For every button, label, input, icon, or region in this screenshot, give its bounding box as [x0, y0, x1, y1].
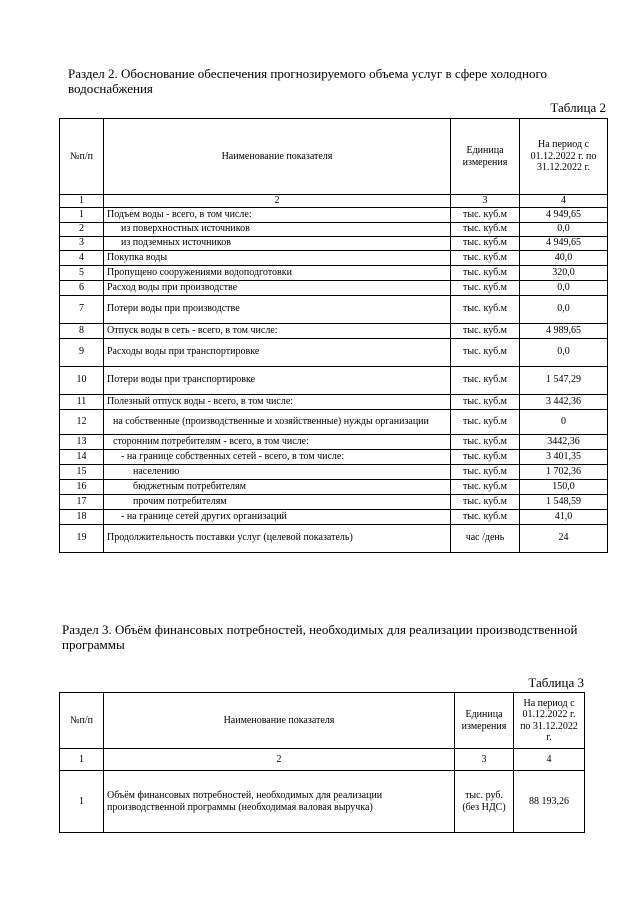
indicator-name: из поверхностных источников — [104, 222, 451, 236]
indicator-value: 0,0 — [520, 280, 608, 295]
table-row — [60, 366, 608, 394]
unit-of-measure: час /день — [451, 524, 520, 552]
indicator-name: Продолжительность поставки услуг (целевой показатель) — [104, 524, 451, 552]
colnum: 4 — [520, 195, 608, 208]
colnum: 2 — [104, 749, 455, 771]
indicator-name: Подъем воды - всего, в том числе: — [104, 207, 451, 222]
table-row — [60, 207, 608, 222]
table-row — [60, 222, 608, 236]
indicator-value: 1 547,29 — [520, 366, 608, 394]
column-number-row — [60, 749, 585, 771]
header-unit: Единица измерения — [451, 119, 520, 195]
indicator-value: 40,0 — [520, 250, 608, 265]
row-number: 10 — [60, 366, 104, 394]
indicator-value: 24 — [520, 524, 608, 552]
table-row — [60, 464, 608, 479]
indicator-value: 4 949,65 — [520, 236, 608, 250]
indicator-name: на собственные (производственные и хозяйственные) нужды организации — [104, 409, 451, 434]
row-number: 1 — [60, 771, 104, 833]
table-row — [60, 394, 608, 409]
table-row — [60, 771, 585, 833]
indicator-name: Расход воды при производстве — [104, 280, 451, 295]
indicator-value: 0,0 — [520, 338, 608, 366]
header-period: На период с 01.12.2022 г. по 31.12.2022 г. — [514, 693, 585, 749]
column-number-row — [60, 195, 608, 208]
indicator-value: 41,0 — [520, 509, 608, 524]
header-unit: Единица измерения — [455, 693, 514, 749]
row-number: 16 — [60, 479, 104, 494]
row-number: 15 — [60, 464, 104, 479]
table-row — [60, 323, 608, 338]
section-2-title: Раздел 2. Обоснование обеспечения прогнозируемого объема услуг в сфере холодного водоснабжения — [68, 66, 547, 96]
table-row — [60, 494, 608, 509]
row-number: 12 — [60, 409, 104, 434]
unit-of-measure: тыс. куб.м — [451, 323, 520, 338]
indicator-name: Потери воды при транспортировке — [104, 366, 451, 394]
row-number: 19 — [60, 524, 104, 552]
indicator-value: 0,0 — [520, 295, 608, 323]
indicator-value: 3 401,35 — [520, 449, 608, 464]
unit-of-measure: тыс. куб.м — [451, 449, 520, 464]
header-num: №п/п — [60, 119, 104, 195]
colnum: 1 — [60, 749, 104, 771]
unit-of-measure: тыс. куб.м — [451, 265, 520, 280]
table-row — [60, 295, 608, 323]
unit-of-measure: тыс. куб.м — [451, 464, 520, 479]
row-number: 18 — [60, 509, 104, 524]
indicator-name: Потери воды при производстве — [104, 295, 451, 323]
row-number: 7 — [60, 295, 104, 323]
indicator-value: 1 702,36 — [520, 464, 608, 479]
indicator-name: - на границе собственных сетей - всего, в том числе: — [104, 449, 451, 464]
row-number: 14 — [60, 449, 104, 464]
indicator-name: бюджетным потребителям — [104, 479, 451, 494]
indicator-name: Объём финансовых потребностей, необходимых для реализации производственной программы (необходимая валовая выручка) — [104, 771, 455, 833]
table-row — [60, 338, 608, 366]
header-name: Наименование показателя — [104, 693, 455, 749]
unit-of-measure: тыс. куб.м — [451, 295, 520, 323]
indicator-name: из подземных источников — [104, 236, 451, 250]
indicator-value: 1 548,59 — [520, 494, 608, 509]
indicator-value: 3442,36 — [520, 434, 608, 449]
unit-of-measure: тыс. куб.м — [451, 494, 520, 509]
table-2 — [59, 118, 608, 553]
indicator-name: населению — [104, 464, 451, 479]
section-3-title: Раздел 3. Объём финансовых потребностей, необходимых для реализации производственной программы — [62, 622, 578, 652]
indicator-value: 88 193,26 — [514, 771, 585, 833]
indicator-name: Покупка воды — [104, 250, 451, 265]
table-2-label: Таблица 2 — [550, 100, 606, 115]
colnum: 3 — [451, 195, 520, 208]
indicator-value: 320,0 — [520, 265, 608, 280]
colnum: 3 — [455, 749, 514, 771]
unit-of-measure: тыс. куб.м — [451, 236, 520, 250]
row-number: 2 — [60, 222, 104, 236]
row-number: 5 — [60, 265, 104, 280]
indicator-name: прочим потребителям — [104, 494, 451, 509]
row-number: 17 — [60, 494, 104, 509]
unit-of-measure: тыс. куб.м — [451, 434, 520, 449]
table-row — [60, 265, 608, 280]
indicator-name: сторонним потребителям - всего, в том числе: — [104, 434, 451, 449]
unit-of-measure: тыс. куб.м — [451, 222, 520, 236]
indicator-value: 150,0 — [520, 479, 608, 494]
header-num: №п/п — [60, 693, 104, 749]
header-name: Наименование показателя — [104, 119, 451, 195]
colnum: 2 — [104, 195, 451, 208]
unit-of-measure: тыс. куб.м — [451, 479, 520, 494]
unit-of-measure: тыс. куб.м — [451, 394, 520, 409]
indicator-value: 4 989,65 — [520, 323, 608, 338]
indicator-name: Отпуск воды в сеть - всего, в том числе: — [104, 323, 451, 338]
row-number: 4 — [60, 250, 104, 265]
unit-of-measure: тыс. куб.м — [451, 509, 520, 524]
table-row — [60, 449, 608, 464]
unit-of-measure: тыс. куб.м — [451, 366, 520, 394]
indicator-value: 0 — [520, 409, 608, 434]
row-number: 8 — [60, 323, 104, 338]
unit-of-measure: тыс. куб.м — [451, 409, 520, 434]
colnum: 4 — [514, 749, 585, 771]
table-row — [60, 479, 608, 494]
table-row — [60, 524, 608, 552]
table-row — [60, 409, 608, 434]
unit-of-measure: тыс. куб.м — [451, 338, 520, 366]
unit-of-measure: тыс. куб.м — [451, 207, 520, 222]
colnum: 1 — [60, 195, 104, 208]
header-period: На период с 01.12.2022 г. по 31.12.2022 г. — [520, 119, 608, 195]
table-row — [60, 434, 608, 449]
unit-of-measure: тыс. куб.м — [451, 250, 520, 265]
row-number: 3 — [60, 236, 104, 250]
unit-of-measure: тыс. куб.м — [451, 280, 520, 295]
table-row — [60, 236, 608, 250]
row-number: 6 — [60, 280, 104, 295]
indicator-name: Пропущено сооружениями водоподготовки — [104, 265, 451, 280]
row-number: 1 — [60, 207, 104, 222]
indicator-value: 3 442,36 — [520, 394, 608, 409]
table-row — [60, 250, 608, 265]
indicator-name: Расходы воды при транспортировке — [104, 338, 451, 366]
unit-of-measure: тыс. руб. (без НДС) — [455, 771, 514, 833]
indicator-name: Полезный отпуск воды - всего, в том числе: — [104, 394, 451, 409]
table-3 — [59, 692, 585, 833]
table-3-label: Таблица 3 — [528, 675, 584, 690]
indicator-value: 0,0 — [520, 222, 608, 236]
row-number: 13 — [60, 434, 104, 449]
table-row — [60, 280, 608, 295]
indicator-name: - на границе сетей других организаций — [104, 509, 451, 524]
indicator-value: 4 949,65 — [520, 207, 608, 222]
row-number: 9 — [60, 338, 104, 366]
row-number: 11 — [60, 394, 104, 409]
table-row — [60, 509, 608, 524]
